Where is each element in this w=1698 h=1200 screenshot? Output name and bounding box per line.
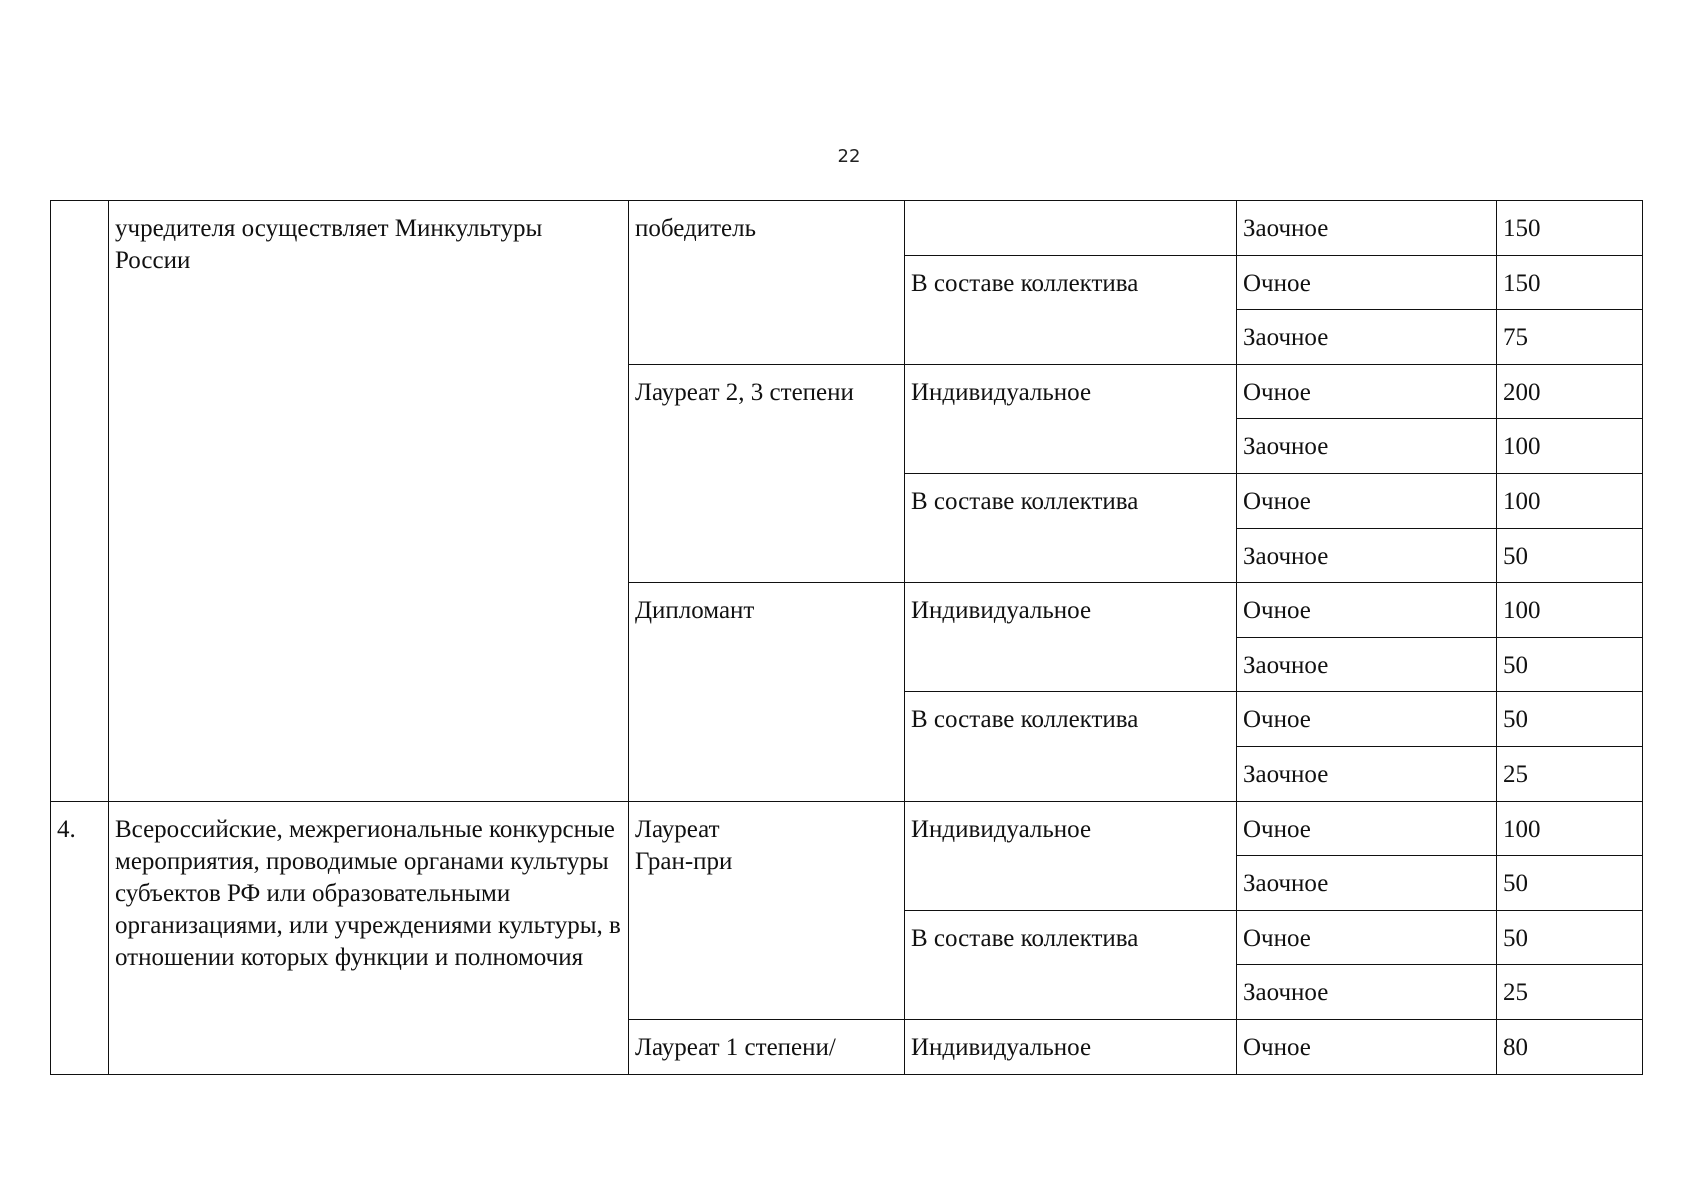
points-cell: 200 [1497, 364, 1643, 419]
participation-form-cell: В составе коллектива [905, 255, 1237, 364]
page-number: 22 [837, 146, 861, 167]
participation-mode-cell: Заочное [1237, 746, 1497, 801]
participation-mode-cell: Очное [1237, 692, 1497, 747]
points-cell: 50 [1497, 910, 1643, 965]
points-cell: 25 [1497, 965, 1643, 1020]
points-cell: 100 [1497, 801, 1643, 856]
participation-mode-cell: Заочное [1237, 310, 1497, 365]
participation-mode-cell: Заочное [1237, 965, 1497, 1020]
participation-mode-cell: Очное [1237, 910, 1497, 965]
points-cell: 50 [1497, 528, 1643, 583]
status-cell: Лауреат 1 степени/ [629, 1019, 905, 1074]
table-row [51, 201, 1643, 256]
participation-mode-cell: Очное [1237, 255, 1497, 310]
participation-form-cell: Индивидуальное [905, 801, 1237, 910]
participation-mode-cell: Заочное [1237, 528, 1497, 583]
participation-mode-cell: Заочное [1237, 637, 1497, 692]
participation-mode-cell: Заочное [1237, 201, 1497, 256]
participation-mode-cell: Заочное [1237, 856, 1497, 911]
row-number-cell: 4. [51, 801, 109, 1074]
participation-form-cell [905, 201, 1237, 256]
points-cell: 80 [1497, 1019, 1643, 1074]
status-cell: Лауреат Гран-при [629, 801, 905, 1019]
status-cell: Лауреат 2, 3 степени [629, 364, 905, 582]
points-cell: 150 [1497, 201, 1643, 256]
points-cell: 25 [1497, 746, 1643, 801]
points-cell: 100 [1497, 473, 1643, 528]
participation-mode-cell: Очное [1237, 1019, 1497, 1074]
participation-form-cell: В составе коллектива [905, 473, 1237, 582]
participation-form-cell: Индивидуальное [905, 364, 1237, 473]
participation-mode-cell: Заочное [1237, 419, 1497, 474]
points-cell: 75 [1497, 310, 1643, 365]
row-number-cell [51, 201, 109, 802]
points-cell: 50 [1497, 692, 1643, 747]
points-cell: 50 [1497, 856, 1643, 911]
participation-mode-cell: Очное [1237, 801, 1497, 856]
participation-form-cell: В составе коллектива [905, 692, 1237, 801]
points-cell: 100 [1497, 419, 1643, 474]
status-cell: Дипломант [629, 583, 905, 801]
points-cell: 100 [1497, 583, 1643, 638]
participation-mode-cell: Очное [1237, 364, 1497, 419]
event-description-cell: Всероссийские, межрегиональные конкурсные мероприятия, проводимые органами культуры субъектов РФ или образовательными организациями, или учреждениями культуры, в отношении которых функции и полномочия [109, 801, 629, 1074]
points-cell: 150 [1497, 255, 1643, 310]
participation-mode-cell: Очное [1237, 473, 1497, 528]
participation-form-cell: Индивидуальное [905, 1019, 1237, 1074]
award-points-table [50, 200, 1643, 1075]
points-cell: 50 [1497, 637, 1643, 692]
table-row [51, 801, 1643, 856]
participation-form-cell: В составе коллектива [905, 910, 1237, 1019]
event-description-cell: учредителя осуществляет Минкультуры России [109, 201, 629, 802]
participation-form-cell: Индивидуальное [905, 583, 1237, 692]
participation-mode-cell: Очное [1237, 583, 1497, 638]
status-cell: победитель [629, 201, 905, 365]
